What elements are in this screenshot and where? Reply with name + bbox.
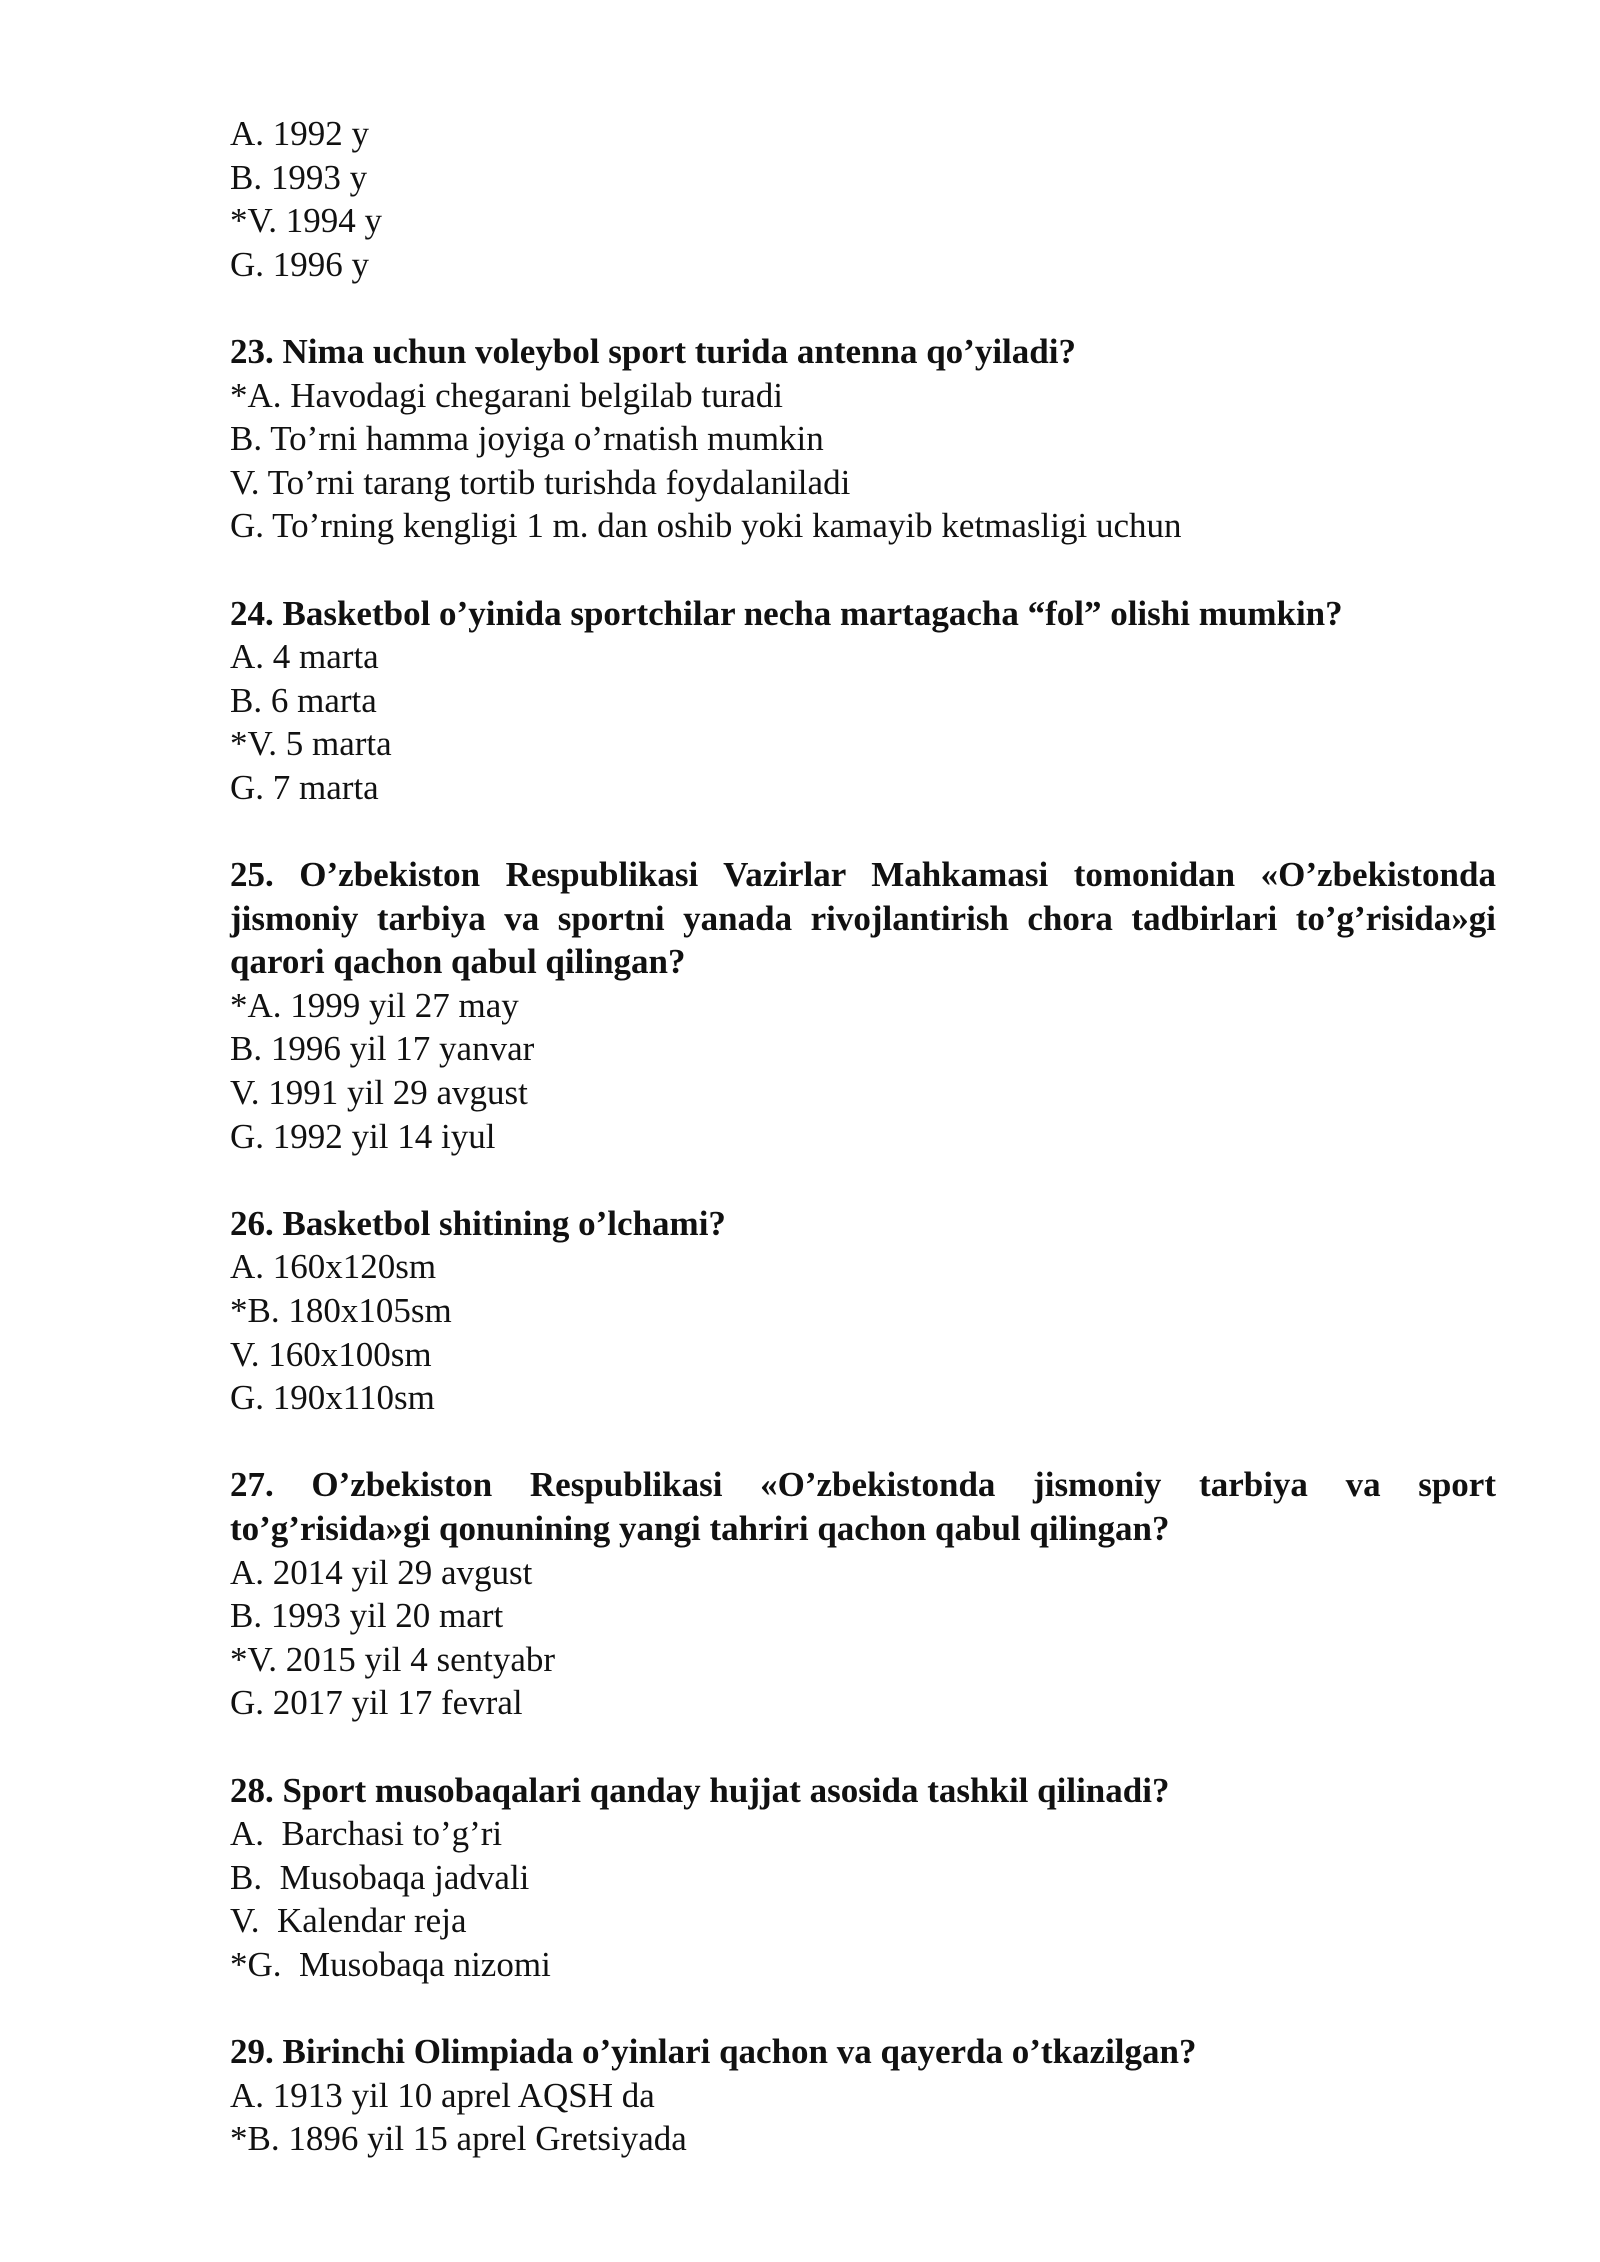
question-block-26 [230, 1202, 1496, 1420]
question-text: 25. O’zbekiston Respublikasi Vazirlar Mahkamasi tomonidan «O’zbekistonda jismoniy tarbiya va sportni yanada rivojlantirish chora tadbirlari to’g’risida»gi qarori qachon qabul qilingan? [230, 855, 1496, 982]
answer-option: *V. 2015 yil 4 sentyabr [230, 1639, 556, 1679]
answer-option: B. 1996 yil 17 yanvar [230, 1029, 535, 1069]
answer-option: A. 160x120sm [230, 1247, 437, 1287]
question-block-23 [230, 330, 1496, 548]
answer-option: *B. 180x105sm [230, 1291, 452, 1331]
question-text: 28. Sport musobaqalari qanday hujjat asosida tashkil qilinadi? [230, 1770, 1170, 1810]
answer-option: *G. Musobaqa nizomi [230, 1944, 551, 1984]
answer-option: B. 6 marta [230, 680, 377, 720]
answer-option: G. 190x110sm [230, 1378, 435, 1418]
answer-option: B. Musobaqa jadvali [230, 1857, 530, 1897]
answer-option: G. To’rning kengligi 1 m. dan oshib yoki kamayib ketmasligi uchun [230, 506, 1182, 546]
answer-option: A. 2014 yil 29 avgust [230, 1552, 533, 1592]
question-text: 26. Basketbol shitining o’lchami? [230, 1203, 726, 1243]
answer-option: V. Kalendar reja [230, 1901, 467, 1941]
answer-option: G. 1992 yil 14 iyul [230, 1116, 496, 1156]
answer-option: B. 1993 yil 20 mart [230, 1596, 504, 1636]
question-text: 29. Birinchi Olimpiada o’yinlari qachon va qayerda o’tkazilgan? [230, 2032, 1197, 2072]
answer-option: *V. 1994 y [230, 201, 383, 241]
answer-option: *V. 5 marta [230, 724, 392, 764]
answer-option: B. 1993 y [230, 157, 368, 197]
answer-option: A. 4 marta [230, 637, 379, 677]
answer-option: A. 1992 y [230, 114, 370, 153]
answer-option: G. 7 marta [230, 767, 379, 807]
question-block-27 [230, 1463, 1496, 1725]
answer-option: V. 1991 yil 29 avgust [230, 1073, 528, 1113]
question-block-24 [230, 592, 1496, 810]
question-block-25 [230, 853, 1496, 1158]
question-text: 23. Nima uchun voleybol sport turida antenna qo’yiladi? [230, 331, 1076, 371]
question-text: 27. O’zbekiston Respublikasi «O’zbekistonda jismoniy tarbiya va sport to’g’risida»gi qonunining yangi tahriri qachon qabul qilingan? [230, 1465, 1496, 1548]
answer-option: A. Barchasi to’g’ri [230, 1814, 503, 1854]
question-block-29 [230, 2030, 1496, 2161]
answer-option: V. 160x100sm [230, 1334, 432, 1374]
answer-option: B. To’rni hamma joyiga o’rnatish mumkin [230, 419, 824, 459]
answer-option: *A. Havodagi chegarani belgilab turadi [230, 375, 783, 415]
answer-option: A. 1913 yil 10 aprel AQSH da [230, 2075, 655, 2115]
leading-options-block [230, 112, 1496, 286]
document-page [230, 112, 1496, 2205]
answer-option: G. 2017 yil 17 fevral [230, 1683, 523, 1723]
question-text: 24. Basketbol o’yinida sportchilar necha martagacha “fol” olishi mumkin? [230, 593, 1343, 633]
answer-option: G. 1996 y [230, 244, 370, 284]
answer-option: *A. 1999 yil 27 may [230, 985, 519, 1025]
answer-option: V. To’rni tarang tortib turishda foydalaniladi [230, 462, 851, 502]
answer-option: *B. 1896 yil 15 aprel Gretsiyada [230, 2119, 687, 2159]
question-block-28 [230, 1769, 1496, 1987]
